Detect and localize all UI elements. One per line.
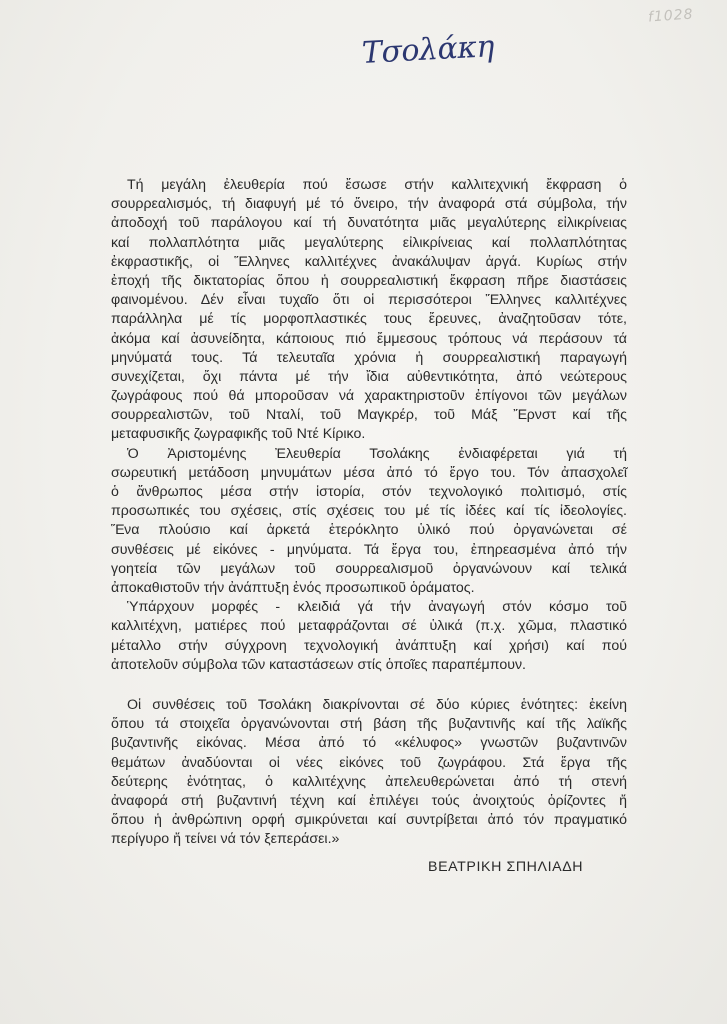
text-line: σωρευτική μετάδοση μηνυμάτων μέσα ἀπό τό ἔργο του. Τόν ἀπασχολεῖ (111, 464, 627, 481)
text-line: συνεχίζεται, ὄχι πάντα μέ τήν ἴδια αὐθεντικότητα, ἀπό νεώτερους (111, 368, 627, 385)
text-line: φαινομένου. Δέν εἶναι τυχαῖο ὅτι οἱ περισσότεροι Ἕλληνες καλλιτέχνες (111, 292, 627, 309)
text-line: ἀκόμα καί ἀσυνείδητα, κάποιους πιό ἔμμεσους τρόπους νά περάσουν τά (111, 330, 627, 347)
pencil-catalog-note: f1028 (647, 6, 695, 26)
text-line: ἀποτελοῦν σύμβολα τῶν καταστάσεων στίς ὁποῖες παραπέμπουν. (111, 656, 527, 673)
text-line: ἐκφραστικῆς, οἱ Ἕλληνες καλλιτέχνες ἀνακάλυψαν ἀργά. Κυρίως στήν (111, 253, 627, 270)
text-line: ἀποδοχή τοῦ παράλογου καί τή δυνατότητα μιᾶς μεγαλύτερης εἰλικρίνειας (111, 215, 627, 232)
text-line: σουρρεαλισμός, τή διαφυγή μέ τό ὄνειρο, τήν ἀναφορά στά σύμβολα, τήν (111, 196, 627, 213)
paragraph-4 (111, 696, 627, 850)
text-line: γοητεία τῶν μεγάλων τοῦ σουρρεαλισμοῦ ὀργανώνουν καί τελικά (111, 560, 627, 577)
text-line: σουρρεαλιστῶν, τοῦ Νταλί, τοῦ Μαγκρέρ, τοῦ Μάξ Ἔρνστ καί τῆς (111, 407, 627, 424)
text-line: ἀποκαθιστοῦν τήν ἀνάπτυξη ἑνός προσωπικοῦ ὁράματος. (111, 579, 475, 596)
text-line: ὁ ἄνθρωπος μέσα στήν ἱστορία, στόν τεχνολογικό πολιτισμό, στίς (111, 484, 627, 500)
text-line: προσωπικές του σχέσεις, στίς σχέσεις του μέ τίς ἰδέες καί τίς ἰδεολογίες. (111, 503, 627, 520)
essay-text (111, 176, 627, 850)
handwritten-annotation: Τσολάκη (361, 29, 495, 71)
text-line: μέταλλο στήν σύγχρονη τεχνολογική ἀνάπτυξη καί χρήσι) καί πού (111, 637, 627, 654)
paragraph-1 (111, 176, 627, 445)
text-line: μηνύματά τους. Τά τελευταῖα χρόνια ἡ σουρρεαλιστική παραγωγή (111, 349, 627, 366)
text-line: δεύτερης ἑνότητας, ὁ καλλιτέχνης ἀπελευθερώνεται ἀπό τή στενή (111, 773, 627, 790)
text-line: περίγυρο ἤ τείνει νά τόν ξεπεράσει.» (111, 831, 340, 848)
text-line: ὅπου τά στοιχεῖα ὀργανώνονται στή βάση τῆς βυζαντινῆς καί τῆς λαϊκῆς (111, 716, 627, 733)
text-line: Ὑπάρχουν μορφές - κλειδιά γά τήν ἀναγωγή στόν κόσμο τοῦ (127, 599, 627, 616)
text-line: καί πολλαπλότητα μιᾶς μεγαλύτερης εἰλικρίνειας καί πολλαπλότητας (111, 234, 627, 251)
text-line: ζωγράφους πού θά μποροῦσαν νά χαρακτηριστοῦν ἐπίγονοι τῶν μεγάλων (111, 388, 627, 405)
text-line: καλλιτέχνη, ματιέρες πού μεταφράζονται σέ ὑλικά (π.χ. χῶμα, πλαστικό (111, 618, 627, 635)
text-line: Τή μεγάλη ἐλευθερία πού ἔσωσε στήν καλλιτεχνική ἔκφραση ὁ (127, 177, 627, 193)
text-line: ἐποχή τῆς δικτατορίας ὅπου ἡ σουρρεαλιστική ἔκφραση πῆρε διαστάσεις (111, 272, 627, 289)
paragraph-2 (111, 445, 627, 599)
text-line: παράλληλα μέ τίς μορφοπλαστικές τους ἔρευνες, ἀναζητοῦσαν τότε, (111, 311, 627, 328)
text-line: Ἕνα πλούσιο καί ἀρκετά ἑτερόκλητο ὑλικό πού ὀργανώνεται σέ (111, 522, 627, 539)
text-line: βυζαντινῆς εἰκόνας. Μέσα ἀπό τό «κέλυφος» γνωστῶν βυζαντινῶν (111, 735, 627, 752)
text-line: Ὁ Ἀριστομένης Ἐλευθερία Τσολάκης ἐνδιαφέρεται γιά τή (127, 445, 627, 462)
author-name: ΒΕΑΤΡΙΚΗ ΣΠΗΛΙΑΔΗ (428, 859, 584, 875)
paragraph-3 (111, 598, 627, 675)
text-line: ἀναφορά στή βυζαντινή τέχνη καί ἐπιλέγει τούς ἀνοιχτούς ὁρίζοντες ἤ (111, 793, 627, 809)
text-line: συνθέσεις μέ εἰκόνες - μηνύματα. Τά ἔργα του, ἐπηρεασμένα ἀπό τήν (111, 541, 627, 558)
text-line: ὅπου ἡ ἀνθρώπινη ορφή σμικρύνεται καί συντρίβεται ἀπό τόν πραγματικό (111, 812, 627, 829)
text-line: μεταφυσικῆς ζωγραφικῆς τοῦ Ντέ Κίρικο. (111, 426, 366, 443)
text-line: θεμάτων ἀναδύονται οἱ νέες εἰκόνες τοῦ ζωγράφου. Στά ἔργα τῆς (111, 754, 627, 771)
text-line: Οἱ συνθέσεις τοῦ Τσολάκη διακρίνονται σέ δύο κύριες ἑνότητες: ἐκείνη (127, 697, 627, 714)
